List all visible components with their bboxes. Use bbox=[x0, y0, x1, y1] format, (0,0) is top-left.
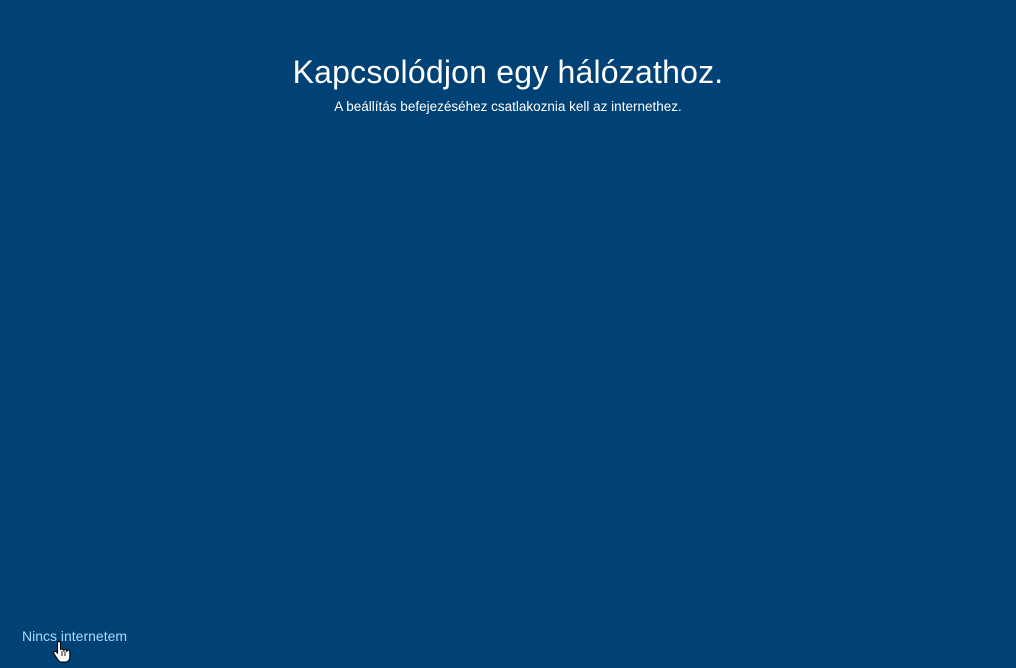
page-title: Kapcsolódjon egy hálózathoz. bbox=[292, 54, 724, 90]
no-internet-link[interactable]: Nincs internetem bbox=[22, 628, 128, 644]
page-subtitle: A beállítás befejezéséhez csatlakoznia kell az internethez. bbox=[334, 99, 682, 114]
hand-pointer-icon bbox=[53, 640, 71, 664]
header bbox=[0, 50, 1016, 116]
